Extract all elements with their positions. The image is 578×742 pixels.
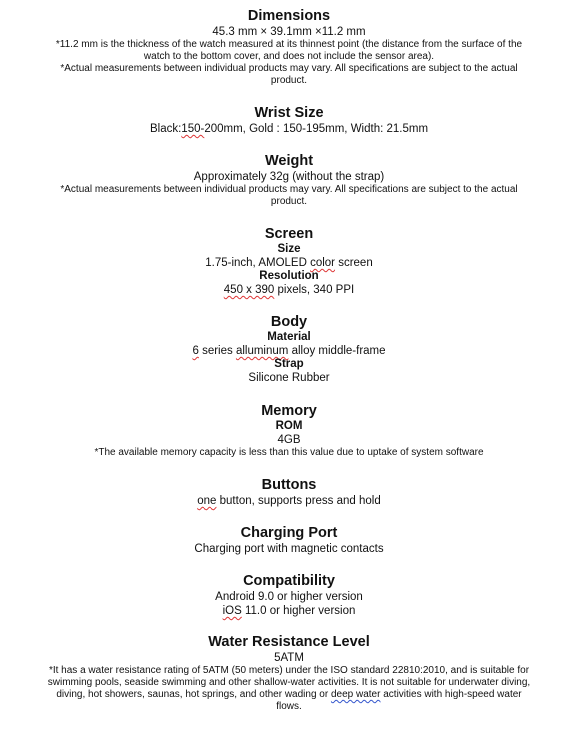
section-memory — [0, 403, 578, 459]
compat-android: Android 9.0 or higher version — [215, 591, 363, 603]
section-screen — [0, 226, 578, 297]
section-charging-port — [0, 525, 578, 556]
weight-value: Approximately 32g (without the strap) — [193, 171, 385, 183]
body-material-d: alloy middle-frame — [288, 345, 386, 357]
wrist-value — [0, 122, 578, 136]
compat-ios-post: 11.0 or higher version — [241, 605, 356, 617]
body-material-flagged-a: 6 — [192, 345, 199, 357]
compat-ios — [0, 604, 578, 618]
section-body — [0, 314, 578, 385]
body-strap-label: Strap — [274, 358, 304, 370]
buttons-value-flagged: one — [197, 495, 217, 507]
water-note — [0, 665, 578, 713]
screen-size-pre: 1.75-inch, AMOLED — [205, 257, 311, 269]
screen-resolution-label: Resolution — [259, 270, 319, 282]
charging-value: Charging port with magnetic contacts — [194, 543, 384, 555]
water-value: 5ATM — [274, 652, 304, 664]
screen-resolution-flagged: 450 x 390 — [223, 284, 275, 296]
dimensions-value: 45.3 mm × 39.1mm ×11.2 mm — [212, 26, 366, 38]
water-note-flagged: deep water — [330, 689, 381, 700]
body-title: Body — [270, 314, 308, 330]
wrist-value-post: 200mm, Gold : 150-195mm, Width: 21.5mm — [204, 123, 429, 135]
body-material-b: series — [198, 345, 236, 357]
water-note-pre: *It has a water resistance rating of 5ATM (50 meters) under the ISO standard 22810:2010, and is suitable for swimming pools, seaside swimming and other shallow-water activities. It is not suitable for underwater diving, diving, hot showers, saunas, hot springs, and other wading or — [47, 665, 531, 700]
wrist-title: Wrist Size — [254, 105, 324, 121]
body-material-value — [0, 344, 578, 358]
body-strap-value: Silicone Rubber — [248, 372, 330, 384]
buttons-value — [0, 494, 578, 508]
wrist-value-flagged: 150- — [181, 123, 205, 135]
dimensions-title: Dimensions — [247, 8, 331, 24]
section-buttons — [0, 477, 578, 508]
wrist-value-pre: Black: — [149, 123, 182, 135]
section-compatibility — [0, 573, 578, 618]
body-material-label: Material — [267, 331, 311, 343]
compat-ios-flagged: iOS — [222, 605, 242, 617]
screen-size-post: screen — [335, 257, 373, 269]
section-dimensions — [0, 8, 578, 87]
water-title: Water Resistance Level — [208, 634, 370, 650]
screen-resolution-post: pixels, 340 PPI — [274, 284, 355, 296]
screen-size-label: Size — [277, 243, 301, 255]
buttons-title: Buttons — [261, 477, 317, 493]
screen-size-value — [0, 256, 578, 270]
section-weight — [0, 153, 578, 208]
memory-note: *The available memory capacity is less than this value due to uptake of system software — [94, 447, 484, 458]
screen-title: Screen — [264, 226, 314, 242]
dimensions-note-measurements: *Actual measurements between individual products may vary. All specifications are subject to the actual product. — [60, 63, 518, 86]
compat-title: Compatibility — [243, 573, 335, 589]
memory-title: Memory — [261, 403, 317, 419]
memory-rom-label: ROM — [275, 420, 303, 432]
weight-note: *Actual measurements between individual products may vary. All specifications are subject to the actual product. — [60, 184, 518, 207]
weight-title: Weight — [264, 153, 314, 169]
charging-title: Charging Port — [240, 525, 338, 541]
screen-size-flagged: color — [310, 257, 336, 269]
screen-resolution-value — [0, 283, 578, 297]
section-wrist-size — [0, 105, 578, 136]
dimensions-note-thickness: *11.2 mm is the thickness of the watch measured at its thinnest point (the distance from the surface of the watch to the bottom cover, and does not include the sensor area). — [55, 39, 523, 62]
memory-rom-value: 4GB — [277, 434, 301, 446]
buttons-value-post: button, supports press and hold — [216, 495, 381, 507]
water-note-post: activities with high-speed water flows. — [276, 689, 522, 712]
section-water-resistance — [0, 634, 578, 713]
body-material-flagged-c: alluminum — [235, 345, 289, 357]
